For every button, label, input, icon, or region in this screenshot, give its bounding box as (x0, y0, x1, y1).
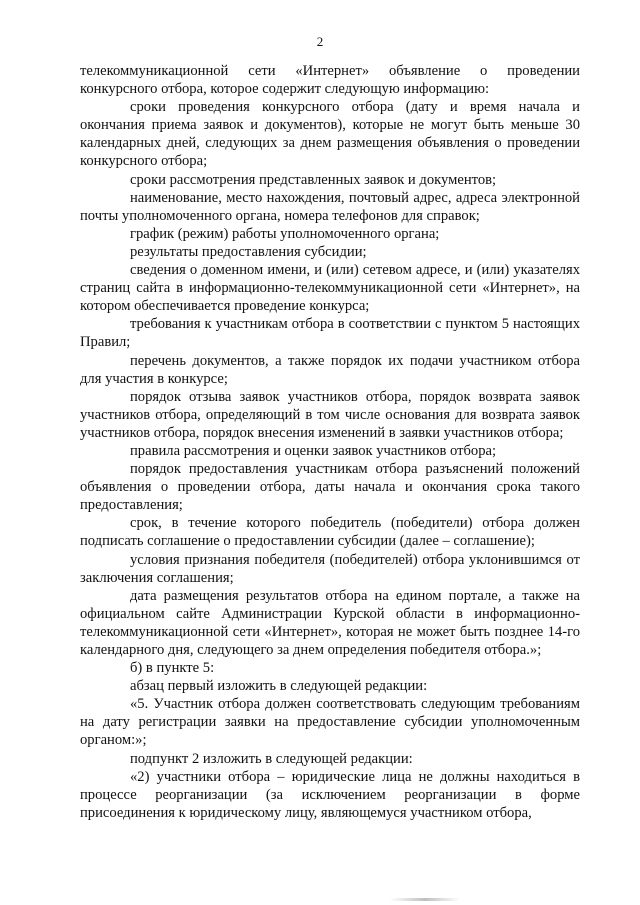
paragraph-evaluation-rules: правила рассмотрения и оценки заявок участников отбора; (130, 442, 497, 459)
paragraph-deadlines: сроки проведения конкурсного отбора (дату и время начала и окончания приема заявок и документов), которые не могут быть меньше 30 календарных дней, следующих за днем размещения объявления о проведении конкурсного отбора; (80, 99, 580, 170)
scan-artifact (390, 898, 460, 901)
paragraph-clarifications: порядок предоставления участникам отбора разъяснений положений объявления о проведении отбора, даты начала и окончания срока такого предоставления; (80, 461, 580, 514)
paragraph-review-terms: сроки рассмотрения представленных заявок и документов; (130, 171, 497, 188)
paragraph-withdrawal: порядок отзыва заявок участников отбора, порядок возврата заявок участников отбора, определяющий в том числе основания для возврата заявок участников отбора, порядок внесения изменений в заявки участников отбора; (80, 388, 580, 441)
paragraph-clause-b: б) в пункте 5: (130, 660, 215, 677)
page-number: 2 (316, 34, 324, 49)
paragraph-continuation: телекоммуникационной сети «Интернет» объявление о проведении конкурсного отбора, которое содержит следующую информацию: (80, 63, 580, 98)
paragraph-requirements: требования к участникам отбора в соответствии с пунктом 5 настоящих Правил; (80, 316, 580, 351)
paragraph-domain-info: сведения о доменном имени, и (или) сетевом адресе, и (или) указателях страниц сайта в информационно-телекоммуникационной сети «Интернет», на котором обеспечивается проведение конкурса; (80, 262, 580, 315)
paragraph-results: результаты предоставления субсидии; (130, 243, 367, 260)
paragraph-subclause-2: подпункт 2 изложить в следующей редакции: (130, 750, 413, 767)
paragraph-signing-term: срок, в течение которого победитель (победители) отбора должен подписать соглашение о предоставлении субсидии (далее – соглашение); (80, 515, 580, 550)
paragraph-contacts: наименование, место нахождения, почтовый адрес, адреса электронной почты уполномоченного органа, номера телефонов для справок; (80, 189, 580, 224)
paragraph-first-para: абзац первый изложить в следующей редакции: (130, 678, 428, 695)
paragraph-evasion-conditions: условия признания победителя (победителей) отбора уклонившимся от заключения соглашения; (80, 551, 580, 586)
paragraph-clause-5: «5. Участник отбора должен соответствовать следующим требованиям на дату регистрации заявки на предоставление субсидии уполномоченным органом:»; (80, 696, 580, 749)
paragraph-subclause-2-text: «2) участники отбора – юридические лица не должны находиться в процессе реорганизации (за исключением реорганизации в форме присоединения к юридическому лицу, являющемуся участником отбора, (80, 768, 580, 821)
paragraph-schedule: график (режим) работы уполномоченного органа; (130, 225, 440, 242)
paragraph-results-date: дата размещения результатов отбора на едином портале, а также на официальном сайте Администрации Курской области в информационно-телекоммуникационной сети «Интернет», которая не может быть позднее 14-го календарного дня, следующего за днем определения победителя отбора.»; (80, 587, 580, 658)
paragraph-documents-list: перечень документов, а также порядок их подачи участником отбора для участия в конкурсе; (80, 352, 580, 387)
document-body (80, 62, 580, 822)
